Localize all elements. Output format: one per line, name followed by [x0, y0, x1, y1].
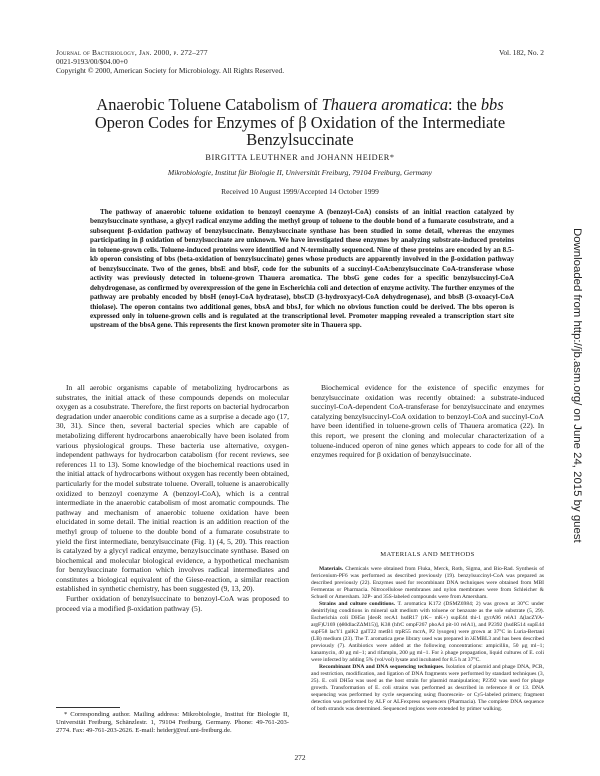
title-organism: Thauera aromatica	[321, 95, 449, 114]
body-right-column	[311, 383, 544, 460]
body-paragraph: Further oxidation of benzylsuccinate to benzoyl-CoA was proposed to proceed via a modified β-oxidation pathway (5).	[56, 594, 289, 613]
download-watermark: Downloaded from http://jb.asm.org/ on June 24, 2015 by guest	[571, 228, 583, 543]
methods-subheading: Materials.	[319, 566, 344, 572]
body-left-column	[56, 383, 289, 613]
journal-citation: Journal of Bacteriology, Jan. 2000, p. 272–277	[56, 48, 208, 57]
title-part-1: Anaerobic Toluene Catabolism of	[96, 95, 322, 114]
page-number: 272	[294, 753, 306, 762]
methods-section	[311, 566, 544, 713]
title-part-2: : the	[448, 95, 481, 114]
methods-heading: MATERIALS AND METHODS	[380, 551, 475, 558]
issn-line: 0021-9193/00/$04.00+0	[56, 57, 128, 67]
authors: BIRGITTA LEUTHNER and JOHANN HEIDER*	[205, 153, 395, 162]
journal-header	[56, 48, 396, 76]
title-part-3: Operon Codes for Enzymes of β Oxidation of the Intermediate Benzylsuccinate	[94, 112, 506, 150]
article-title	[70, 96, 530, 149]
methods-paragraph	[311, 601, 544, 664]
body-paragraph: In all aerobic organisms capable of metabolizing hydrocarbons as substrates, the initial attack of these compounds depends on molecular oxygen as a cosubstrate. Therefore, the first reports on bacterial hydrocarbon degradation under anaerobic conditions came as a surprise a decade ago (17, 30, 31). Since then, several bacterial species which are capable of metabolizing different hydrocarbons anaerobically have been isolated from various physiological groups. These bacteria use alternative, oxygen-independent pathways for hydrocarbon catabolism (for recent reviews, see references 11 to 13). Some knowledge of the biochemical reactions used in the initial attack of hydrocarbons without oxygen has recently been obtained, particularly for the model substrate toluene. Overall, toluene is anaerobically oxidized to benzoyl coenzyme A (benzoyl-CoA), which is a central intermediate in the anaerobic catabolism of most aromatic compounds. The pathway and mechanism of anaerobic toluene oxidation have been elucidated in some detail. The initial reaction is an addition reaction of the methyl group of toluene to the double bond of a fumarate cosubstrate to yield the first intermediate, benzylsuccinate (Fig. 1) (4, 5, 20). This reaction is catalyzed by a glycyl radical enzyme, benzylsuccinate synthase. Based on biochemical and molecular biological evidence, a hypothetical mechanism for benzylsuccinate formation which involves radical intermediates and constitutes a biological equivalent of the Giese-reaction, a similar reaction established in synthetic chemistry, has been suggested (9, 13, 20).	[56, 383, 289, 594]
methods-text: Isolation of plasmid and phage DNA, PCR, and restriction, modification, and ligation of DNA fragments were performed by standard techniques (3, 25). E. coli DH5α was used as the host strain for plasmid manipulation; P2392 was used for phage growth. Transformation of E. coli strains was performed as described in reference 8 or 13. DNA sequencing was performed by cycle sequencing using fluorescein- or Cy5-labeled primers; fragment detection was performed by ALF or ALFexpress sequencers (Pharmacia). The complete DNA sequence of both strands was determined. Sequenced regions were extended by primer walking.	[311, 664, 545, 712]
footnote-divider	[56, 707, 120, 708]
methods-paragraph	[311, 566, 544, 601]
affiliation: Mikrobiologie, Institut für Biologie II, Universität Freiburg, 79104 Freiburg, Germany	[167, 168, 433, 177]
received-dates: Received 10 August 1999/Accepted 14 October 1999	[221, 187, 379, 196]
methods-subheading: Recombinant DNA and DNA sequencing techniques.	[319, 664, 445, 670]
abstract: The pathway of anaerobic toluene oxidation to benzoyl coenzyme A (benzoyl-CoA) consists of an initial reaction catalyzed by benzylsuccinate synthase, a glycyl radical enzyme adding the methyl group of toluene to the double bond of a fumarate cosubstrate, and a subsequent β-oxidation pathway of benzylsuccinate. Benzylsuccinate synthase has been studied in some detail, whereas the enzymes participating in β oxidation of benzylsuccinate are unknown. We have investigated these enzymes by analyzing substrate-induced proteins in toluene-grown cells. Toluene-induced proteins were identified and N-terminally sequenced. Nine of these proteins are encoded by an 8.5-kb operon consisting of bbs (beta-oxidation of benzylsuccinate) genes whose products are apparently involved in the β-oxidation pathway of benzylsuccinate. Two of the genes, bbsE and bbsF, code for the subunits of a succinyl-CoA:benzylsuccinate CoA-transferase whose activity was previously detected in toluene-grown Thauera aromatica. The bbsG gene codes for a specific benzylsuccinyl-CoA dehydrogenase, as confirmed by overexpression of the gene in Escherichia coli and detection of enzyme activity. The further enzymes of the pathway are probably encoded by bbsH (enoyl-CoA hydratase), bbsCD (3-hydroxyacyl-CoA dehydrogenase), and bbsB (3-oxoacyl-CoA thiolase). The operon contains two additional genes, bbsA and bbsJ, for which no obvious function could be derived. The bbs operon is expressed only in toluene-grown cells and is regulated at the transcriptional level. Promoter mapping revealed a transcription start site upstream of the bbsA gene. This represents the first known promoter site in Thauera spp.	[90, 208, 514, 330]
title-operon: bbs	[480, 95, 504, 114]
methods-text: Chemicals were obtained from Fluka, Merck, Roth, Sigma, and Bio-Rad. Synthesis of ferricenium-PF6 was performed as described previously (19). benzylsuccinyl-CoA was prepared as described previously (22). Enzymes used for recombinant DNA techniques were obtained from MBI Fermentas or Pharmacia. Nitrocellulose membranes and nylon membranes were from Schleicher & Schuell or Amersham. 32P- and 35S-labeled compounds were from Amersham.	[311, 566, 545, 600]
corresponding-author-footnote: * Corresponding author. Mailing address: Mikrobiologie, Institut für Biologie II, Universität Freiburg, Schänzlestr. 1, 79104 Freiburg, Germany. Phone: 49-761-203-2774. Fax: 49-761-203-2626. E-mail: heiderj@ruf.uni-freiburg.de.	[56, 711, 289, 734]
methods-text: T. aromatica K172 (DSMZ6984; 2) was grown at 30°C under denitrifying conditions in mineral salt medium with toluene or benzoate as the sole substrate (5, 29). Escherichia coli DH5α [deoR recA1 hsdR17 (rK− mK+) supE44 thi-1 gyrA96 relA1 Δ(lacZYA-argF)U169 (ϕ80dlacZΔM15)], K38 (hfrC ompF267 phoA4 pit-10 relA1), and P2392 (hsdR514 supE44 supF58 lacY1 galK2 galT22 metB1 trpR55 mcrA, P2 lysogen) were grown at 37°C in Luria-Bertani (LB) medium (23). The T. aromatica gene library used was prepared in λEMBL3 and has been described previously (7). Antibiotics were added at the following concentrations: ampicillin, 50 μg ml−1; kanamycin, 40 μg ml−1; and rifampin, 200 μg ml−1. For λ phage propagation, liquid cultures of E. coli were infected by adding 5% (vol/vol) lysate and incubated for 8.5 h at 37°C.	[311, 601, 544, 663]
methods-paragraph	[311, 664, 544, 713]
volume-issue: Vol. 182, No. 2	[498, 48, 544, 57]
methods-subheading: Strains and culture conditions.	[319, 601, 396, 607]
body-paragraph: Biochemical evidence for the existence of specific enzymes for benzylsuccinate oxidation was recently obtained: a substrate-induced succinyl-CoA-dependent CoA-transferase for benzylsuccinate and enzymes catalyzing benzylsuccinyl-CoA oxidation to benzoyl-CoA and succinyl-CoA have been identified in toluene-grown cells of Thauera aromatica (22). In this report, we present the cloning and molecular characterization of a toluene-induced operon of nine genes which appears to code for all of the enzymes required for β oxidation of benzylsuccinate.	[311, 383, 544, 460]
copyright-line: Copyright © 2000, American Society for Microbiology. All Rights Reserved.	[56, 66, 285, 76]
